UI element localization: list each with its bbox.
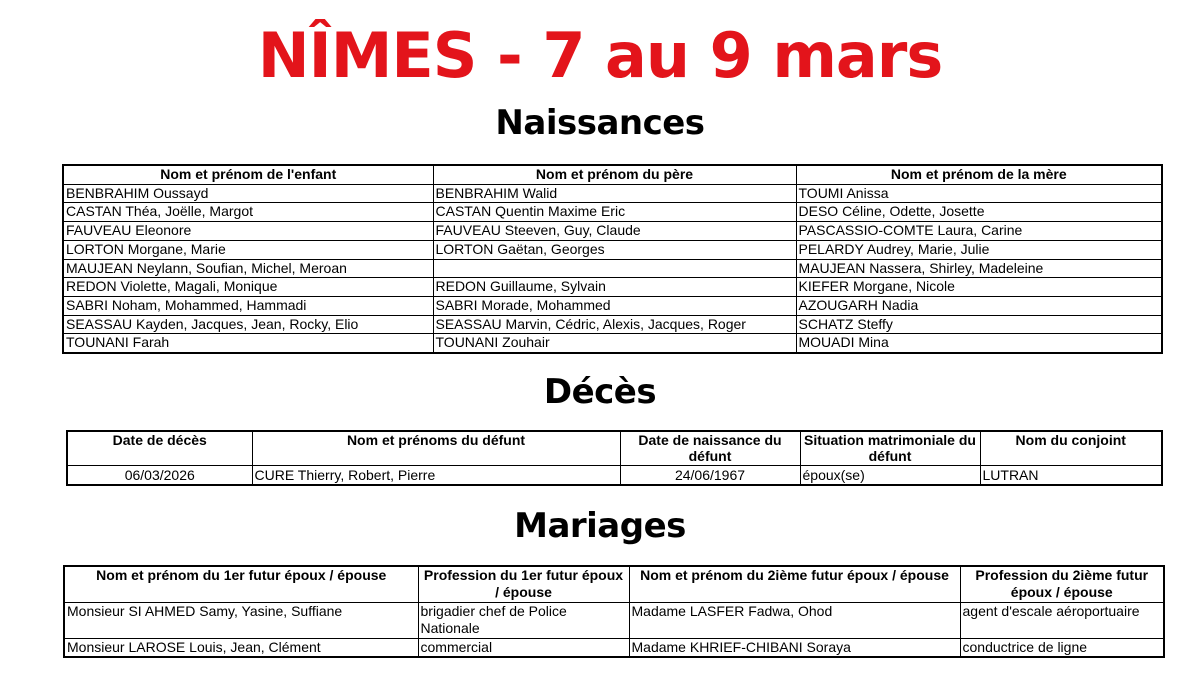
header-spouse2-profession: Profession du 2ième futur époux / épouse — [960, 566, 1164, 603]
table-header-row — [67, 431, 1162, 466]
table-row — [64, 603, 1164, 639]
child-name-cell: CASTAN Théa, Joëlle, Margot — [63, 203, 433, 222]
mother-name-cell: AZOUGARH Nadia — [796, 296, 1162, 315]
child-name-cell: LORTON Morgane, Marie — [63, 240, 433, 259]
header-death-date: Date de décès — [67, 431, 252, 466]
father-name-cell: SABRI Morade, Mohammed — [433, 296, 796, 315]
deceased-name-cell: CURE Thierry, Robert, Pierre — [252, 466, 620, 486]
table-row — [67, 466, 1162, 486]
mother-name-cell: MAUJEAN Nassera, Shirley, Madeleine — [796, 259, 1162, 278]
table-row — [63, 259, 1162, 278]
table-row — [63, 184, 1162, 203]
child-name-cell: BENBRAHIM Oussayd — [63, 184, 433, 203]
table-row — [63, 278, 1162, 297]
child-name-cell: MAUJEAN Neylann, Soufian, Michel, Meroan — [63, 259, 433, 278]
table-row — [63, 240, 1162, 259]
table-row — [63, 203, 1162, 222]
spouse1-name-cell: Monsieur SI AHMED Samy, Yasine, Suffiane — [64, 603, 418, 639]
child-name-cell: FAUVEAU Eleonore — [63, 222, 433, 241]
table-header-row — [63, 165, 1162, 184]
header-father-name: Nom et prénom du père — [433, 165, 796, 184]
spouse1-profession-cell: commercial — [418, 639, 629, 658]
page-title: NÎMES - 7 au 9 mars — [257, 19, 943, 92]
header-spouse2-name: Nom et prénom du 2ième futur époux / épouse — [629, 566, 960, 603]
header-spouse-name: Nom du conjoint — [980, 431, 1162, 466]
child-name-cell: SEASSAU Kayden, Jacques, Jean, Rocky, Elio — [63, 315, 433, 334]
mother-name-cell: DESO Céline, Odette, Josette — [796, 203, 1162, 222]
mother-name-cell: PASCASSIO-COMTE Laura, Carine — [796, 222, 1162, 241]
mother-name-cell: KIEFER Morgane, Nicole — [796, 278, 1162, 297]
father-name-cell — [433, 259, 796, 278]
mother-name-cell: SCHATZ Steffy — [796, 315, 1162, 334]
section-title-births: Naissances — [495, 103, 705, 143]
father-name-cell: TOUNANI Zouhair — [433, 334, 796, 353]
child-name-cell: SABRI Noham, Mohammed, Hammadi — [63, 296, 433, 315]
spouse2-profession-cell: agent d'escale aéroportuaire — [960, 603, 1164, 639]
table-row — [63, 296, 1162, 315]
spouse2-name-cell: Madame KHRIEF-CHIBANI Soraya — [629, 639, 960, 658]
father-name-cell: REDON Guillaume, Sylvain — [433, 278, 796, 297]
spouse1-name-cell: Monsieur LAROSE Louis, Jean, Clément — [64, 639, 418, 658]
header-spouse1-name: Nom et prénom du 1er futur époux / épouse — [64, 566, 418, 603]
mother-name-cell: PELARDY Audrey, Marie, Julie — [796, 240, 1162, 259]
header-birth-date: Date de naissance du défunt — [620, 431, 800, 466]
spouse1-profession-cell: brigadier chef de Police Nationale — [418, 603, 629, 639]
father-name-cell: SEASSAU Marvin, Cédric, Alexis, Jacques, Roger — [433, 315, 796, 334]
father-name-cell: LORTON Gaëtan, Georges — [433, 240, 796, 259]
marriages-table — [63, 565, 1165, 658]
father-name-cell: CASTAN Quentin Maxime Eric — [433, 203, 796, 222]
father-name-cell: BENBRAHIM Walid — [433, 184, 796, 203]
table-row — [63, 222, 1162, 241]
mother-name-cell: TOUMI Anissa — [796, 184, 1162, 203]
deaths-table — [66, 430, 1163, 486]
section-title-marriages: Mariages — [514, 506, 686, 546]
child-name-cell: TOUNANI Farah — [63, 334, 433, 353]
header-marital-status: Situation matrimoniale du défunt — [800, 431, 980, 466]
death-date-cell: 06/03/2026 — [67, 466, 252, 486]
spouse2-profession-cell: conductrice de ligne — [960, 639, 1164, 658]
births-table — [62, 164, 1163, 354]
header-mother-name: Nom et prénom de la mère — [796, 165, 1162, 184]
table-row — [63, 334, 1162, 353]
section-title-deaths: Décès — [543, 372, 657, 412]
spouse-name-cell: LUTRAN — [980, 466, 1162, 486]
birth-date-cell: 24/06/1967 — [620, 466, 800, 486]
mother-name-cell: MOUADI Mina — [796, 334, 1162, 353]
header-spouse1-profession: Profession du 1er futur époux / épouse — [418, 566, 629, 603]
table-header-row — [64, 566, 1164, 603]
header-child-name: Nom et prénom de l'enfant — [63, 165, 433, 184]
header-deceased-name: Nom et prénoms du défunt — [252, 431, 620, 466]
table-row — [63, 315, 1162, 334]
spouse2-name-cell: Madame LASFER Fadwa, Ohod — [629, 603, 960, 639]
table-row — [64, 639, 1164, 658]
child-name-cell: REDON Violette, Magali, Monique — [63, 278, 433, 297]
marital-status-cell: époux(se) — [800, 466, 980, 486]
father-name-cell: FAUVEAU Steeven, Guy, Claude — [433, 222, 796, 241]
